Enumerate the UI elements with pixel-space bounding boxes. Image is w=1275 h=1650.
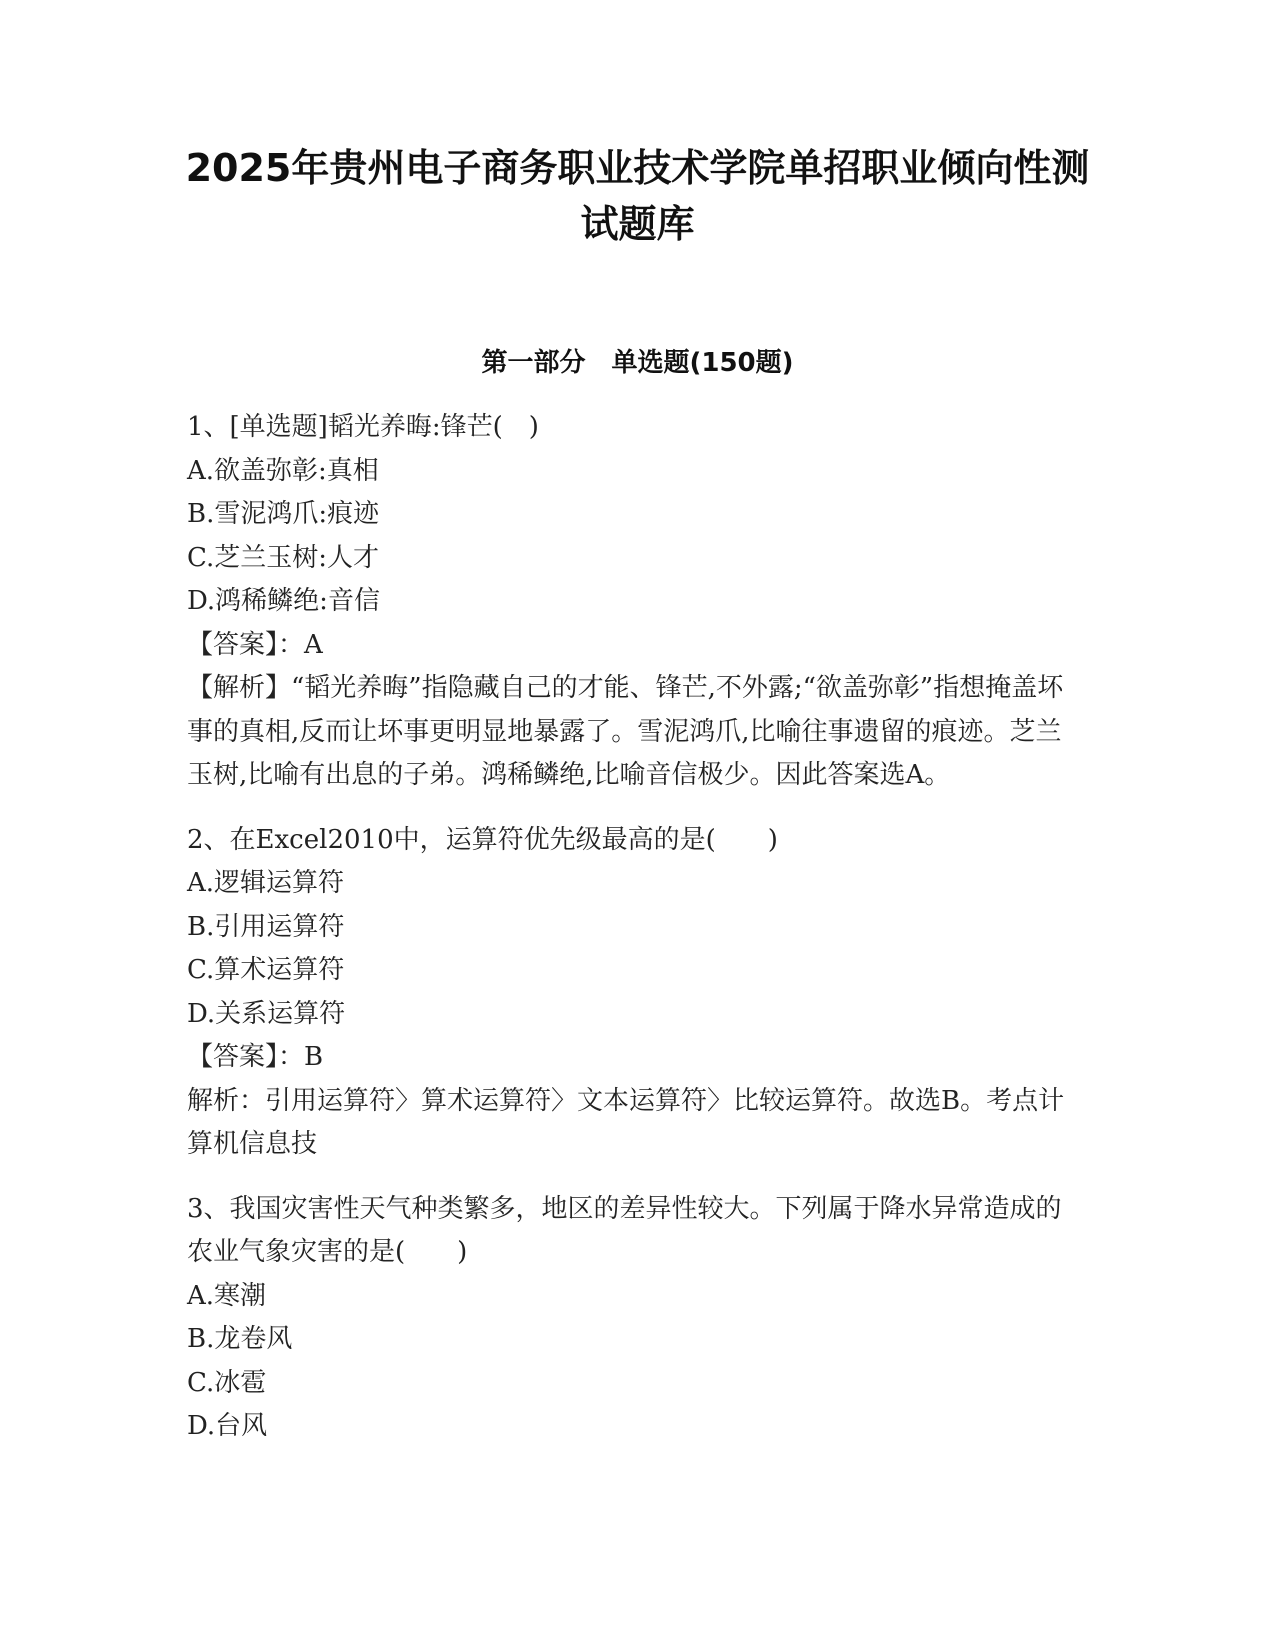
answer-line: 【答案】：A xyxy=(187,629,323,660)
option-a: A.逻辑运算符 xyxy=(187,868,345,898)
title-line-2: 试题库 xyxy=(580,202,695,246)
option-a: A.寒潮 xyxy=(187,1280,267,1311)
option-c: C.冰雹 xyxy=(187,1367,267,1398)
option-c: C.算术运算符 xyxy=(187,955,345,985)
option-c: C.芝兰玉树:人才 xyxy=(187,542,379,573)
option-b: B.龙卷风 xyxy=(187,1324,293,1354)
option-a: A.欲盖弥彰:真相 xyxy=(187,455,379,486)
question-stem: 3、我国灾害性天气种类繁多，地区的差异性较大。下列属于降水异常造成的农业气象灾害的是( ) xyxy=(187,1193,1062,1267)
option-d: D.鸿稀鳞绝:音信 xyxy=(187,586,380,616)
option-b: B.雪泥鸿爪:痕迹 xyxy=(187,499,380,529)
analysis-paragraph: 【解析】“韬光养晦”指隐藏自己的才能、锋芒,不外露;“欲盖弥彰”指想掩盖坏事的真相,反而让坏事更明显地暴露了。雪泥鸿爪,比喻往事遗留的痕迹。芝兰玉树,比喻有出息的子弟。鸿稀鳞绝,比喻音信极少。因此答案选A。 xyxy=(187,673,1064,790)
section-heading: 第一部分 单选题(150题) xyxy=(481,348,794,378)
answer-line: 【答案】：B xyxy=(187,1042,324,1072)
option-b: B.引用运算符 xyxy=(187,911,345,942)
option-d: D.关系运算符 xyxy=(187,998,346,1029)
question-1 xyxy=(187,406,1077,798)
question-list xyxy=(187,406,1077,1470)
title-line-1: 2025年贵州电子商务职业技术学院单招职业倾向性测 xyxy=(185,146,1090,190)
question-stem: 1、[单选题]韬光养晦:锋芒( ) xyxy=(187,412,539,442)
analysis-paragraph: 解析：引用运算符〉算术运算符〉文本运算符〉比较运算符。故选B。考点计算机信息技 xyxy=(187,1085,1065,1159)
question-2 xyxy=(187,819,1077,1167)
document-title xyxy=(160,140,1115,252)
option-d: D.台风 xyxy=(187,1411,268,1441)
question-stem: 2、在Excel2010中，运算符优先级最高的是( ) xyxy=(187,824,778,855)
question-3 xyxy=(187,1188,1077,1449)
